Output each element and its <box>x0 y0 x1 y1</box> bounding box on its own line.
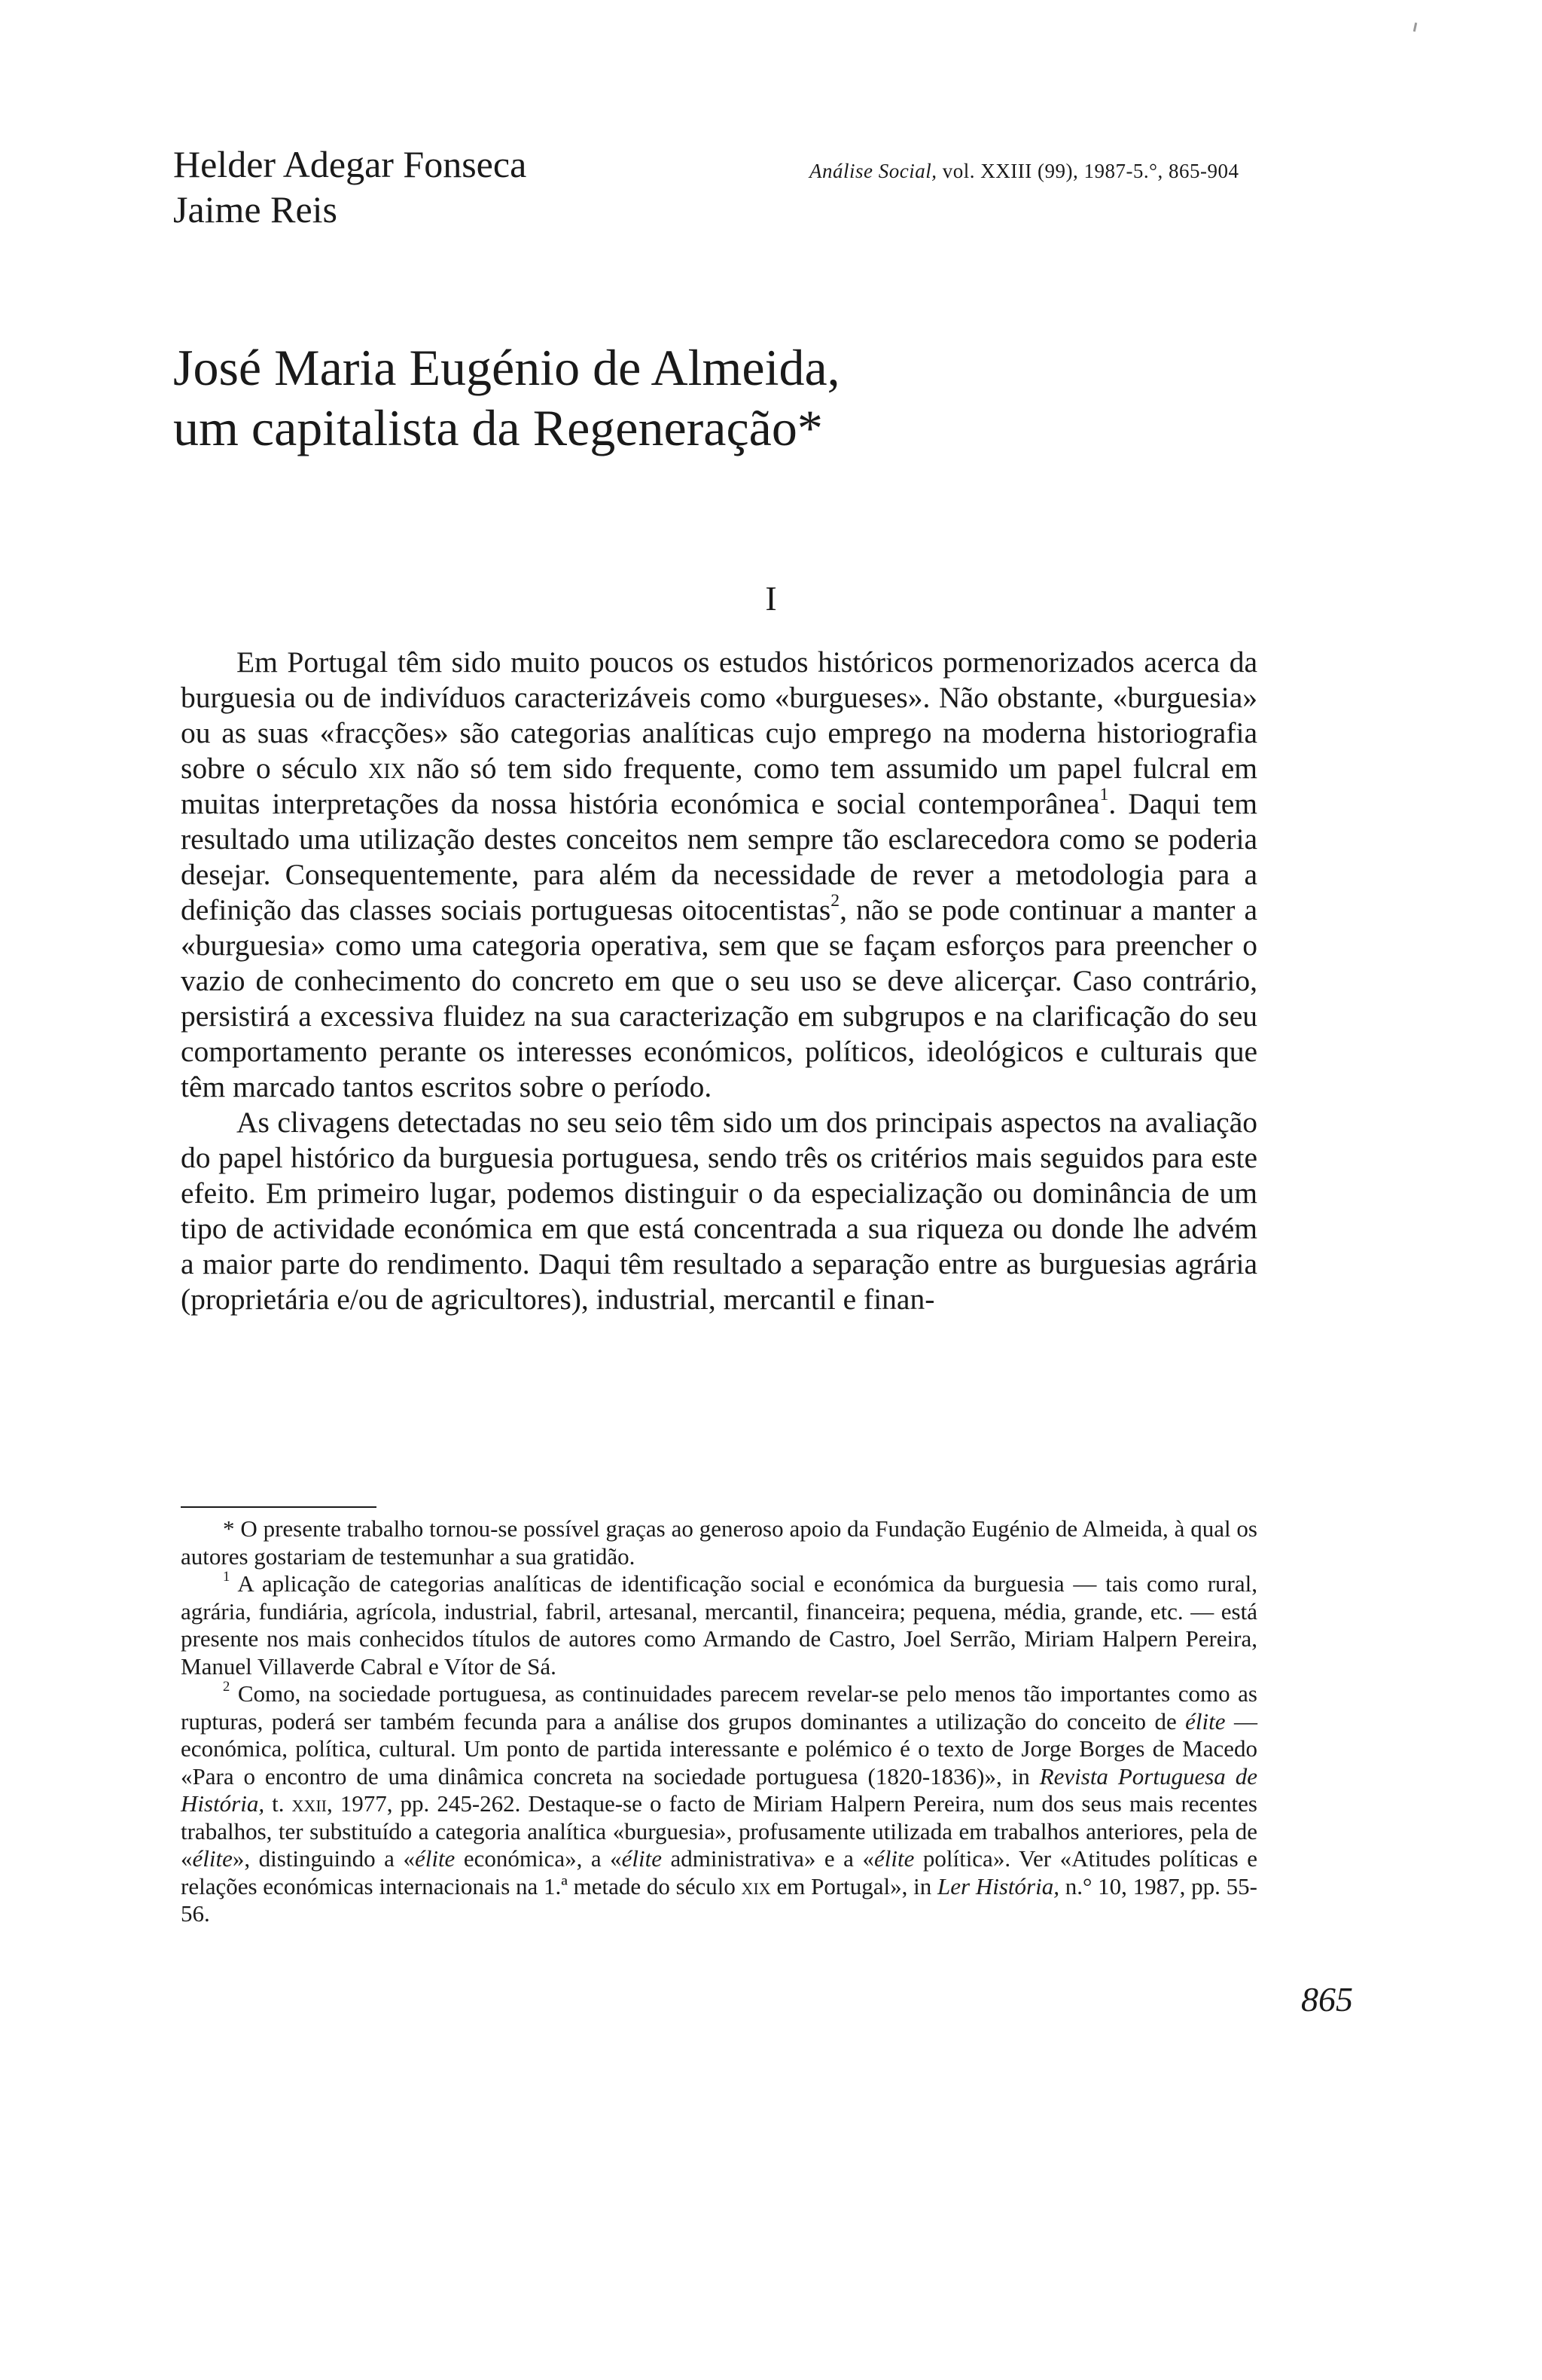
text-run: élite <box>192 1845 233 1872</box>
footnote-ref[interactable]: 1 <box>1099 785 1109 805</box>
journal-name: Análise Social, <box>809 160 937 182</box>
footnote: * O presente trabalho tornou-se possível graças ao generoso apoio da Fundação Eugénio de Almeida, à qual os autores gostariam de testemunhar a sua gratidão. <box>181 1515 1257 1570</box>
text-run: , 1977, pp. 245-262. Destaque-se o facto de Miriam Halpern Pereira, num dos seus mais recentes trabalhos, ter substituído a categoria analítica «burguesia», profusamente utilizada em trabalhos anteriores, pela de « <box>181 1790 1257 1872</box>
footnote <box>181 1570 1257 1680</box>
text-run: em Portugal», in <box>770 1872 938 1899</box>
footnotes <box>181 1515 1257 1928</box>
author-name: Jaime Reis <box>173 188 338 230</box>
journal-volume: vol. XXIII (99), 1987-5.°, 865-904 <box>937 160 1239 182</box>
author-name: Helder Adegar Fonseca <box>173 143 527 185</box>
text-run: n.° 10, 1987, pp. 55-56. <box>181 1872 1257 1927</box>
footnote-divider <box>181 1506 376 1508</box>
text-run: A aplicação de categorias analíticas de identificação social e económica da burguesia — tais como rural, agrária, fundiária, agrícola, industrial, fabril, artesanal, mercantil, financeira; pequena, média, grande, etc. — está presente nos mais conhecidos títulos de autores como Armando de Castro, Joel Serrão, Miriam Halpern Pereira, Manuel Villaverde Cabral e Vítor de Sá. <box>181 1570 1257 1680</box>
text-run: élite <box>621 1845 663 1872</box>
text-run: económica», a « <box>455 1845 622 1872</box>
text-run: », distinguindo a « <box>232 1845 415 1872</box>
text-run: . Daqui tem resultado uma utilização destes conceitos nem sempre tão esclarecedora como se poderia desejar. Consequentemente, para além da necessidade de rever a metodologia para a definição das classes sociais portuguesas oitocentistas <box>181 787 1257 926</box>
section-number: I <box>765 579 777 618</box>
footnote-ref[interactable]: 2 <box>830 891 840 911</box>
footnote-number: 2 <box>223 1679 230 1695</box>
text-run: xix <box>368 752 406 785</box>
text-run: xix <box>741 1872 771 1899</box>
text-run: não só tem sido frequente, como tem assumido um papel fulcral em muitas interpretações da nossa história económica e social contemporânea <box>181 752 1257 820</box>
footnote-number: 1 <box>223 1569 230 1585</box>
text-run: t. <box>264 1790 292 1817</box>
text-run: — económica, política, cultural. Um ponto de partida interessante e polémico é o texto de Jorge Borges de Macedo «Para o encontro de uma dinâmica concreta na sociedade portuguesa (1820-1836)», in <box>181 1707 1257 1790</box>
scan-mark <box>1413 23 1417 32</box>
text-run: élite <box>1185 1707 1226 1735</box>
author-block <box>173 142 526 232</box>
title-line: José Maria Eugénio de Almeida, <box>173 339 840 396</box>
paragraph <box>181 645 1257 1105</box>
text-run: política». Ver «Atitudes políticas e relações económicas internacionais na 1.ª metade do século <box>181 1845 1257 1899</box>
footnote <box>181 1680 1257 1928</box>
text-run: , não se pode continuar a manter a «burguesia» como uma categoria operativa, sem que se façam esforços para preencher o vazio de conhecimento do concreto em que o seu uso se deve alicerçar. Caso contrário, persistirá a excessiva fluidez na sua caracterização em subgrupos e na clarificação do seu comportamento perante os interesses económicos, políticos, ideológicos e culturais que têm marcado tantos escritos sobre o período. <box>181 893 1257 1103</box>
paragraph: As clivagens detectadas no seu seio têm sido um dos principais aspectos na avaliação do papel histórico da burguesia portuguesa, sendo três os critérios mais seguidos para este efeito. Em primeiro lugar, podemos distinguir o da especialização ou dominância de um tipo de actividade económica em que está concentrada a sua riqueza ou donde lhe advém a maior parte do rendimento. Daqui têm resultado a separação entre as burguesias agrária (proprietária e/ou de agricultores), industrial, mercantil e finan- <box>181 1106 1257 1316</box>
text-run: administrativa» e a « <box>662 1845 874 1872</box>
text-run: élite <box>873 1845 915 1872</box>
text-run: Revista Portuguesa de História, <box>181 1762 1257 1817</box>
text-run: xxii <box>291 1790 327 1817</box>
text-run: Em Portugal têm sido muito poucos os estudos históricos pormenorizados acerca da burguesia ou de indivíduos caracterizáveis como «burgueses». Não obstante, «burguesia» ou as suas «fracções» são categorias analíticas cujo emprego na moderna historiografia sobre o século <box>181 645 1257 785</box>
title-line: um capitalista da Regeneração* <box>173 399 823 456</box>
body-text <box>181 645 1257 1317</box>
text-run: élite <box>414 1845 456 1872</box>
text-run: Ler História, <box>937 1872 1059 1899</box>
article-title <box>173 337 840 458</box>
text-run: Como, na sociedade portuguesa, as continuidades parecem revelar-se pelo menos tão importantes como as rupturas, poderá ser também fecunda para a análise dos grupos dominantes a utilização do conceito de <box>181 1680 1257 1735</box>
page-number: 865 <box>1301 1980 1353 2018</box>
journal-reference <box>809 160 1239 183</box>
